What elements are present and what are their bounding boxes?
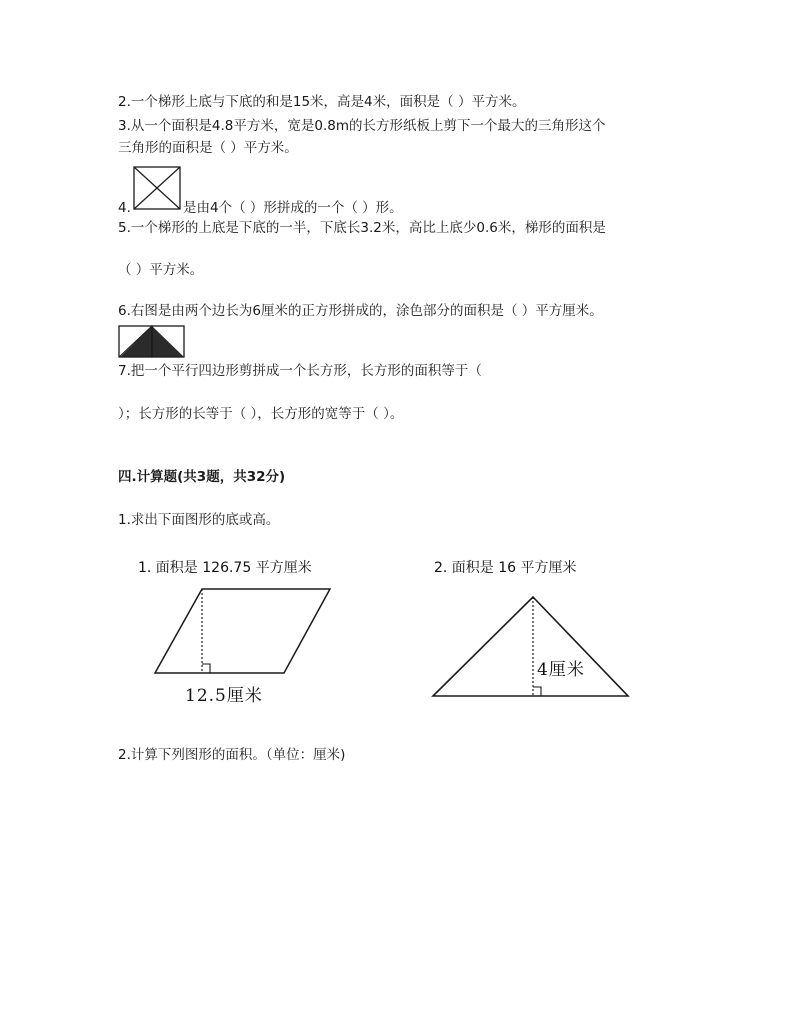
- parallelogram-figure: [150, 584, 335, 678]
- figure-2-caption: 2. 面积是 16 平方厘米: [434, 560, 577, 576]
- question-6: 6.右图是由两个边长为6厘米的正方形拼成的，涂色部分的面积是（ ）平方厘米。: [118, 303, 603, 319]
- square-cross-figure: [133, 166, 181, 210]
- figure-1-caption: 1. 面积是 126.75 平方厘米: [138, 560, 312, 576]
- question-3-line-1: 3.从一个面积是4.8平方米，宽是0.8m的长方形纸板上剪下一个最大的三角形这个: [118, 118, 606, 134]
- question-4-text: 是由4个（ ）形拼成的一个（ ）形。: [183, 200, 403, 216]
- question-3-line-2: 三角形的面积是（ ）平方米。: [118, 140, 298, 156]
- question-4-number: 4.: [118, 200, 131, 216]
- section-4-question-2: 2.计算下列图形的面积。（单位：厘米): [118, 747, 346, 763]
- question-5-line-1: 5.一个梯形的上底是下底的一半，下底长3.2米，高比上底少0.6米，梯形的面积是: [118, 220, 606, 236]
- shaded-squares-figure: [118, 325, 186, 358]
- question-5-line-2: （ ）平方米。: [118, 262, 204, 278]
- triangle-height-label: 4厘米: [537, 660, 585, 680]
- question-7-line-1: 7.把一个平行四边形剪拼成一个长方形，长方形的面积等于（: [118, 363, 482, 379]
- parallelogram-base-label: 12.5厘米: [185, 686, 263, 706]
- triangle-figure: [428, 592, 633, 700]
- question-7-line-2: ）；长方形的长等于（ ），长方形的宽等于（ ）。: [118, 406, 404, 422]
- section-4-question-1: 1.求出下面图形的底或高。: [118, 512, 280, 528]
- question-2: 2.一个梯形上底与下底的和是15米，高是4米，面积是（ ）平方米。: [118, 94, 526, 110]
- section-4-heading: 四.计算题(共3题，共32分): [118, 469, 286, 485]
